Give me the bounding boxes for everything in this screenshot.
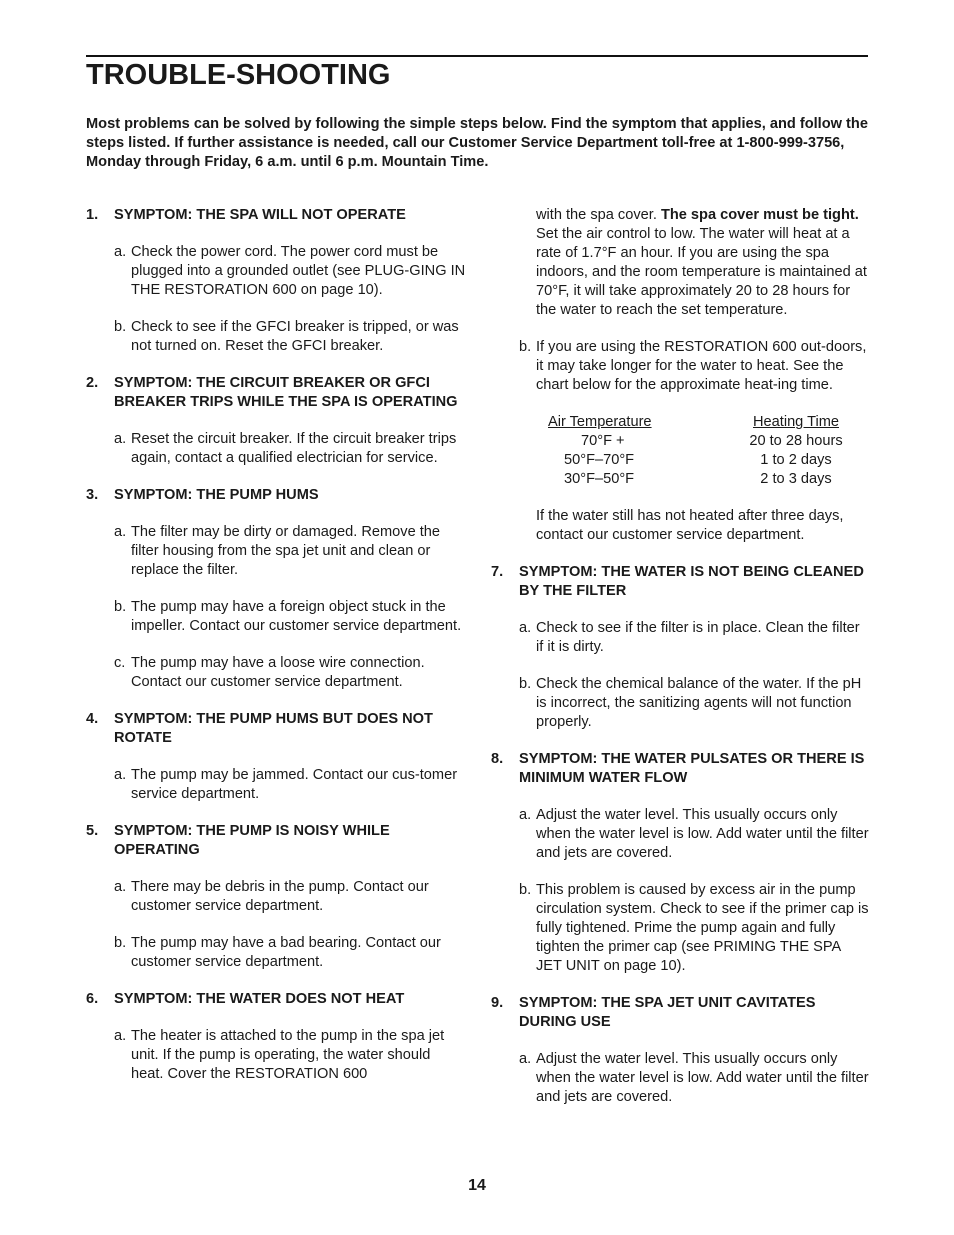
symptom-heading xyxy=(86,710,466,748)
symptom-title: SYMPTOM: THE WATER DOES NOT HEAT xyxy=(114,991,405,1007)
top-rule xyxy=(86,55,868,57)
symptom-title: SYMPTOM: THE SPA WILL NOT OPERATE xyxy=(114,207,406,223)
item-letter: a. xyxy=(519,807,532,823)
table-cell: 50°F–70°F xyxy=(564,452,635,468)
list-item xyxy=(114,318,466,356)
list-item xyxy=(114,934,466,972)
table-header: Heating Time xyxy=(753,414,839,430)
list-item xyxy=(519,338,869,395)
item-letter: a. xyxy=(519,620,532,636)
symptom-heading xyxy=(86,374,466,412)
item-text: Check to see if the filter is in place. Clean the filter if it is dirty. xyxy=(536,620,860,655)
list-item xyxy=(519,881,869,976)
list-item xyxy=(519,619,869,657)
symptom-number: 1. xyxy=(86,207,99,223)
list-item xyxy=(114,1027,466,1084)
item-letter: a. xyxy=(519,1051,532,1067)
symptom-number: 3. xyxy=(86,487,99,503)
list-item xyxy=(519,806,869,863)
symptom-heading xyxy=(86,206,466,225)
item-text: Check the chemical balance of the water. If the pH is incorrect, the sanitizing agents will not function properly. xyxy=(536,676,862,730)
symptom-number: 7. xyxy=(491,564,504,580)
table-row xyxy=(536,470,866,489)
list-item xyxy=(114,243,466,300)
intro-paragraph: Most problems can be solved by following the simple steps below. Find the symptom that applies, and follow the steps listed. If further assistance is needed, call our Customer Service Department toll-free at 1-800-999-3756, Monday through Friday, 6 a.m. until 6 p.m. Mountain Time. xyxy=(86,116,868,170)
item-letter: b. xyxy=(519,882,532,898)
item-text: Reset the circuit breaker. If the circuit breaker trips again, contact a qualified electrician for service. xyxy=(131,431,457,466)
symptom-title: SYMPTOM: THE WATER PULSATES OR THERE IS MINIMUM WATER FLOW xyxy=(519,751,865,786)
symptom-heading xyxy=(491,750,869,788)
item-text: If you are using the RESTORATION 600 out-doors, it may take longer for the water to heat. See the chart below for the approximate heat-ing time. xyxy=(536,339,867,393)
table-cell: 2 to 3 days xyxy=(760,471,832,487)
item-letter: c. xyxy=(114,655,126,671)
item-text: Check to see if the GFCI breaker is tripped, or was not turned on. Reset the GFCI breaker. xyxy=(131,319,459,354)
item-text: The pump may have a bad bearing. Contact our customer service department. xyxy=(131,935,441,970)
item-text: The filter may be dirty or damaged. Remove the filter housing from the spa jet unit and clean or replace the filter. xyxy=(131,524,441,578)
item-text: The pump may have a foreign object stuck in the impeller. Contact our customer service department. xyxy=(131,599,462,634)
list-item xyxy=(114,430,466,468)
heating-time-table xyxy=(536,413,866,489)
symptom-number: 2. xyxy=(86,375,99,391)
symptom-heading xyxy=(86,990,466,1009)
symptom-heading xyxy=(491,563,869,601)
list-item xyxy=(114,523,466,580)
table-cell: 20 to 28 hours xyxy=(749,433,843,449)
item-letter: b. xyxy=(519,676,532,692)
item-letter: a. xyxy=(114,1028,127,1044)
item-text: The pump may have a loose wire connection. Contact our customer service department. xyxy=(131,655,425,690)
list-item xyxy=(114,766,466,804)
list-item xyxy=(114,878,466,916)
symptom-number: 5. xyxy=(86,823,99,839)
symptom-heading xyxy=(491,994,869,1032)
continued-paragraph xyxy=(536,206,869,320)
table-row xyxy=(536,451,866,470)
item-text: This problem is caused by excess air in the pump circulation system. Check to see if the primer cap is fully tightened. Prime the pump again and fully tighten the primer cap (see PRIMING THE SPA JET UNIT on page 10). xyxy=(536,882,869,974)
item-letter: a. xyxy=(114,767,127,783)
page-number: 14 xyxy=(468,1177,486,1194)
item-text: There may be debris in the pump. Contact our customer service department. xyxy=(131,879,429,914)
item-text: The pump may be jammed. Contact our cus-tomer service department. xyxy=(131,767,458,802)
list-item xyxy=(519,675,869,732)
item-letter: b. xyxy=(519,339,532,355)
right-column xyxy=(491,206,869,1125)
list-item xyxy=(114,654,466,692)
left-column xyxy=(86,206,466,1102)
item-letter: b. xyxy=(114,935,127,951)
symptom-title: SYMPTOM: THE PUMP HUMS xyxy=(114,487,319,503)
item-text: Adjust the water level. This usually occurs only when the water level is low. Add water until the filter and jets are covered. xyxy=(536,807,869,861)
table-cell: 30°F–50°F xyxy=(564,471,635,487)
table-header: Air Temperature xyxy=(548,414,652,430)
list-item xyxy=(519,1050,869,1107)
item-letter: a. xyxy=(114,879,127,895)
item-letter: a. xyxy=(114,431,127,447)
symptom-heading xyxy=(86,822,466,860)
symptom-title: SYMPTOM: THE PUMP IS NOISY WHILE OPERATING xyxy=(114,823,390,858)
table-cell: 70°F + xyxy=(581,433,625,449)
table-cell: 1 to 2 days xyxy=(760,452,832,468)
symptom-title: SYMPTOM: THE SPA JET UNIT CAVITATES DURING USE xyxy=(519,995,816,1030)
list-item xyxy=(114,598,466,636)
page-title: TROUBLE-SHOOTING xyxy=(86,59,391,91)
continued-text: Set the air control to low. The water will heat at a rate of 1.7°F an hour. If you are using the spa indoors, and the room temperature is maintained at 70°F, it will take approximately 20 to 28 hours for the water to reach the set temperature. xyxy=(536,226,867,318)
continued-text: with the spa cover. xyxy=(536,207,661,223)
item-text: Adjust the water level. This usually occurs only when the water level is low. Add water until the filter and jets are covered. xyxy=(536,1051,869,1105)
item-text: Check the power cord. The power cord must be plugged into a grounded outlet (see PLUG-GING IN THE RESTORATION 600 on page 10). xyxy=(131,244,466,298)
symptom-number: 6. xyxy=(86,991,99,1007)
symptom-title: SYMPTOM: THE PUMP HUMS BUT DOES NOT ROTATE xyxy=(114,711,433,746)
continued-bold-text: The spa cover must be tight. xyxy=(660,207,859,223)
item-letter: a. xyxy=(114,524,127,540)
table-header-row xyxy=(536,413,866,432)
symptom-heading xyxy=(86,486,466,505)
symptom-number: 8. xyxy=(491,751,504,767)
symptom-title: SYMPTOM: THE CIRCUIT BREAKER OR GFCI BREAKER TRIPS WHILE THE SPA IS OPERATING xyxy=(114,375,458,410)
after-table-paragraph: If the water still has not heated after three days, contact our customer service department. xyxy=(536,508,844,543)
symptom-title: SYMPTOM: THE WATER IS NOT BEING CLEANED BY THE FILTER xyxy=(519,564,864,599)
table-row xyxy=(536,432,866,451)
item-text: The heater is attached to the pump in the spa jet unit. If the pump is operating, the water should heat. Cover the RESTORATION 600 xyxy=(131,1028,445,1082)
item-letter: a. xyxy=(114,244,127,260)
symptom-number: 9. xyxy=(491,995,504,1011)
item-letter: b. xyxy=(114,319,127,335)
item-letter: b. xyxy=(114,599,127,615)
symptom-number: 4. xyxy=(86,711,99,727)
